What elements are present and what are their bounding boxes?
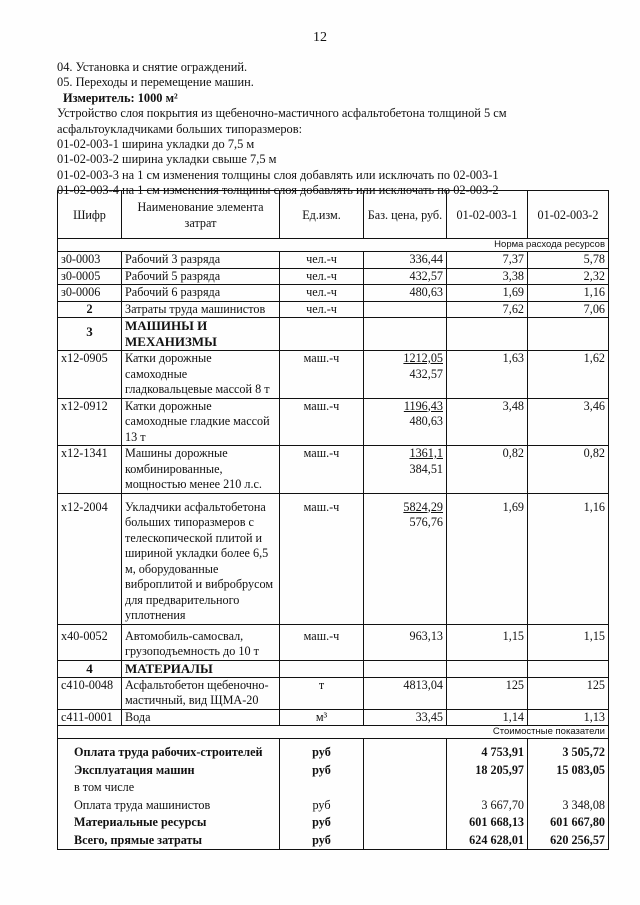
cost-row	[58, 814, 609, 832]
table-row	[58, 709, 609, 726]
cost-row	[58, 739, 609, 762]
norm-1-cell: 1,69	[447, 285, 528, 302]
unit-cell: маш.-ч	[280, 493, 364, 624]
norm-2-cell: 0,82	[528, 446, 609, 494]
cost-value-1: 601 668,13	[447, 814, 528, 832]
cost-unit	[280, 779, 364, 797]
cost-name: Оплата труда машинистов	[58, 797, 280, 815]
norm-2-cell: 1,13	[528, 709, 609, 726]
price-wage-value: 384,51	[409, 461, 443, 476]
norm-item: 01-02-003-4 на 1 см изменения толщины слоя добавлять или исключать по 02-003-2	[57, 183, 499, 198]
norm-1-cell: 1,14	[447, 709, 528, 726]
name-cell: Укладчики асфальтобетона больших типоразмеров с телескопической плитой и шириной укладки более 6,5 м, оборудованные виброплитой и вибробрусом для предварительного уплотнения	[122, 493, 280, 624]
cost-value-2	[528, 779, 609, 797]
table-row	[58, 301, 609, 318]
col-header-unit: Ед.изм.	[280, 191, 364, 239]
price-cell	[364, 398, 447, 446]
table-row	[58, 285, 609, 302]
header-line: 04. Установка и снятие ограждений.	[57, 60, 248, 74]
price-cell	[364, 351, 447, 399]
unit-cell: маш.-ч	[280, 624, 364, 660]
code-cell: з0-0005	[58, 268, 122, 285]
norm-2-cell: 1,15	[528, 624, 609, 660]
norm-1-cell: 125	[447, 677, 528, 709]
norm-1-cell: 0,82	[447, 446, 528, 494]
price-wage-value: 432,57	[409, 366, 443, 381]
norm-1-cell: 7,62	[447, 301, 528, 318]
table-row	[58, 677, 609, 709]
name-cell: Вода	[122, 709, 280, 726]
work-description: Устройство слоя покрытия из щебеночно-мастичного асфальтобетона толщиной 5 см	[57, 106, 507, 121]
table-row	[58, 268, 609, 285]
table-row	[58, 351, 609, 399]
cost-unit: руб	[280, 832, 364, 850]
norm-2-cell: 1,16	[528, 285, 609, 302]
price-value: 1196,43	[403, 398, 443, 413]
table-header-row	[58, 191, 609, 239]
unit-cell: м³	[280, 709, 364, 726]
cost-value-2: 601 667,80	[528, 814, 609, 832]
price-cell: 4813,04	[364, 677, 447, 709]
code-cell: х12-0912	[58, 398, 122, 446]
table-row	[58, 252, 609, 269]
work-description: асфальтоукладчиками больших типоразмеров:	[57, 121, 303, 136]
col-header-price: Баз. цена, руб.	[364, 191, 447, 239]
cost-value-2: 620 256,57	[528, 832, 609, 850]
norm-1-cell: 3,38	[447, 268, 528, 285]
cost-name: Эксплуатация машин	[58, 762, 280, 780]
cost-value-1: 3 667,70	[447, 797, 528, 815]
norm-2-cell: 125	[528, 677, 609, 709]
unit-cell: чел.-ч	[280, 285, 364, 302]
name-cell: Катки дорожные самоходные гладковальцевые массой 8 т	[122, 351, 280, 399]
measure-unit: Измеритель: 1000 м²	[63, 90, 178, 105]
unit-cell: т	[280, 677, 364, 709]
section-code: 3	[58, 318, 122, 351]
price-cell	[364, 493, 447, 624]
unit-cell: чел.-ч	[280, 268, 364, 285]
price-value: 5824,29	[403, 499, 443, 514]
col-header-norm-1: 01-02-003-1	[447, 191, 528, 239]
header-line: 05. Переходы и перемещение машин.	[57, 75, 254, 90]
section-title: МАШИНЫ И МЕХАНИЗМЫ	[122, 318, 280, 351]
section-row-machines	[58, 318, 609, 351]
price-cell: 480,63	[364, 285, 447, 302]
norm-2-cell: 7,06	[528, 301, 609, 318]
norm-2-cell: 1,16	[528, 493, 609, 624]
price-cell: 432,57	[364, 268, 447, 285]
code-cell: с410-0048	[58, 677, 122, 709]
norm-2-cell: 3,46	[528, 398, 609, 446]
cost-value-2: 3 348,08	[528, 797, 609, 815]
section-code: 4	[58, 660, 122, 677]
table-row	[58, 398, 609, 446]
cost-row	[58, 797, 609, 815]
cost-value-1	[447, 779, 528, 797]
code-cell: х12-0905	[58, 351, 122, 399]
col-header-name: Наименование элемента затрат	[122, 191, 280, 239]
norm-2-cell: 1,62	[528, 351, 609, 399]
unit-cell: маш.-ч	[280, 351, 364, 399]
cost-row	[58, 779, 609, 797]
price-wage-value: 480,63	[409, 414, 443, 428]
code-cell: х40-0052	[58, 624, 122, 660]
cost-unit: руб	[280, 797, 364, 815]
section-title: МАТЕРИАЛЫ	[122, 660, 280, 677]
price-cell: 336,44	[364, 252, 447, 269]
unit-cell: чел.-ч	[280, 252, 364, 269]
price-cell: 963,13	[364, 624, 447, 660]
unit-cell: маш.-ч	[280, 398, 364, 446]
code-cell: з0-0003	[58, 252, 122, 269]
norm-item: 01-02-003-2 ширина укладки свыше 7,5 м	[57, 152, 277, 167]
cost-unit: руб	[280, 814, 364, 832]
name-cell: Асфальтобетон щебеночно-мастичный, вид ЩМА-20	[122, 677, 280, 709]
cost-unit: руб	[280, 762, 364, 780]
norm-1-cell: 1,69	[447, 493, 528, 624]
section-header	[57, 60, 617, 199]
norm-2-cell: 5,78	[528, 252, 609, 269]
name-cell: Машины дорожные комбинированные, мощностью менее 210 л.с.	[122, 446, 280, 494]
cost-name: Материальные ресурсы	[58, 814, 280, 832]
section-row-materials	[58, 660, 609, 677]
code-cell: 2	[58, 301, 122, 318]
cost-unit: руб	[280, 739, 364, 762]
code-cell: с411-0001	[58, 709, 122, 726]
norm-1-cell: 1,15	[447, 624, 528, 660]
cost-name: Всего, прямые затраты	[58, 832, 280, 850]
cost-row	[58, 832, 609, 850]
norm-1-cell: 1,63	[447, 351, 528, 399]
col-header-code: Шифр	[58, 191, 122, 239]
cost-value-1: 18 205,97	[447, 762, 528, 780]
table-row	[58, 446, 609, 494]
name-cell: Автомобиль-самосвал, грузоподъемность до 10 т	[122, 624, 280, 660]
unit-cell: маш.-ч	[280, 446, 364, 494]
norm-item: 01-02-003-1 ширина укладки до 7,5 м	[57, 137, 255, 152]
code-cell: х12-1341	[58, 446, 122, 494]
name-cell: Катки дорожные самоходные гладкие массой 13 т	[122, 398, 280, 446]
cost-value-2: 15 083,05	[528, 762, 609, 780]
cost-name: Оплата труда рабочих-строителей	[58, 739, 280, 762]
name-cell: Рабочий 3 разряда	[122, 252, 280, 269]
cost-label-row	[58, 726, 609, 739]
cost-value-2: 3 505,72	[528, 739, 609, 762]
cost-row	[58, 762, 609, 780]
cost-label: Стоимостные показатели	[58, 726, 609, 739]
col-header-norm-2: 01-02-003-2	[528, 191, 609, 239]
norms-table	[57, 190, 609, 850]
cost-value-1: 624 628,01	[447, 832, 528, 850]
norm-2-cell: 2,32	[528, 268, 609, 285]
norm-1-cell: 7,37	[447, 252, 528, 269]
cost-name: в том числе	[58, 779, 280, 797]
unit-cell: чел.-ч	[280, 301, 364, 318]
price-cell	[364, 301, 447, 318]
page-number: 12	[313, 30, 327, 45]
name-cell: Рабочий 5 разряда	[122, 268, 280, 285]
table-row	[58, 624, 609, 660]
cost-value-1: 4 753,91	[447, 739, 528, 762]
norm-1-cell: 3,48	[447, 398, 528, 446]
price-value: 1361,1	[409, 446, 443, 460]
price-cell: 33,45	[364, 709, 447, 726]
price-cell	[364, 446, 447, 494]
norm-label-row	[58, 239, 609, 252]
price-value: 1212,05	[403, 351, 443, 365]
code-cell: х12-2004	[58, 493, 122, 624]
code-cell: з0-0006	[58, 285, 122, 302]
name-cell: Затраты труда машинистов	[122, 301, 280, 318]
norm-label: Норма расхода ресурсов	[58, 239, 609, 252]
norm-item: 01-02-003-3 на 1 см изменения толщины слоя добавлять или исключать по 02-003-1	[57, 167, 499, 182]
name-cell: Рабочий 6 разряда	[122, 285, 280, 302]
table-row	[58, 493, 609, 624]
price-wage-value: 576,76	[409, 515, 443, 529]
